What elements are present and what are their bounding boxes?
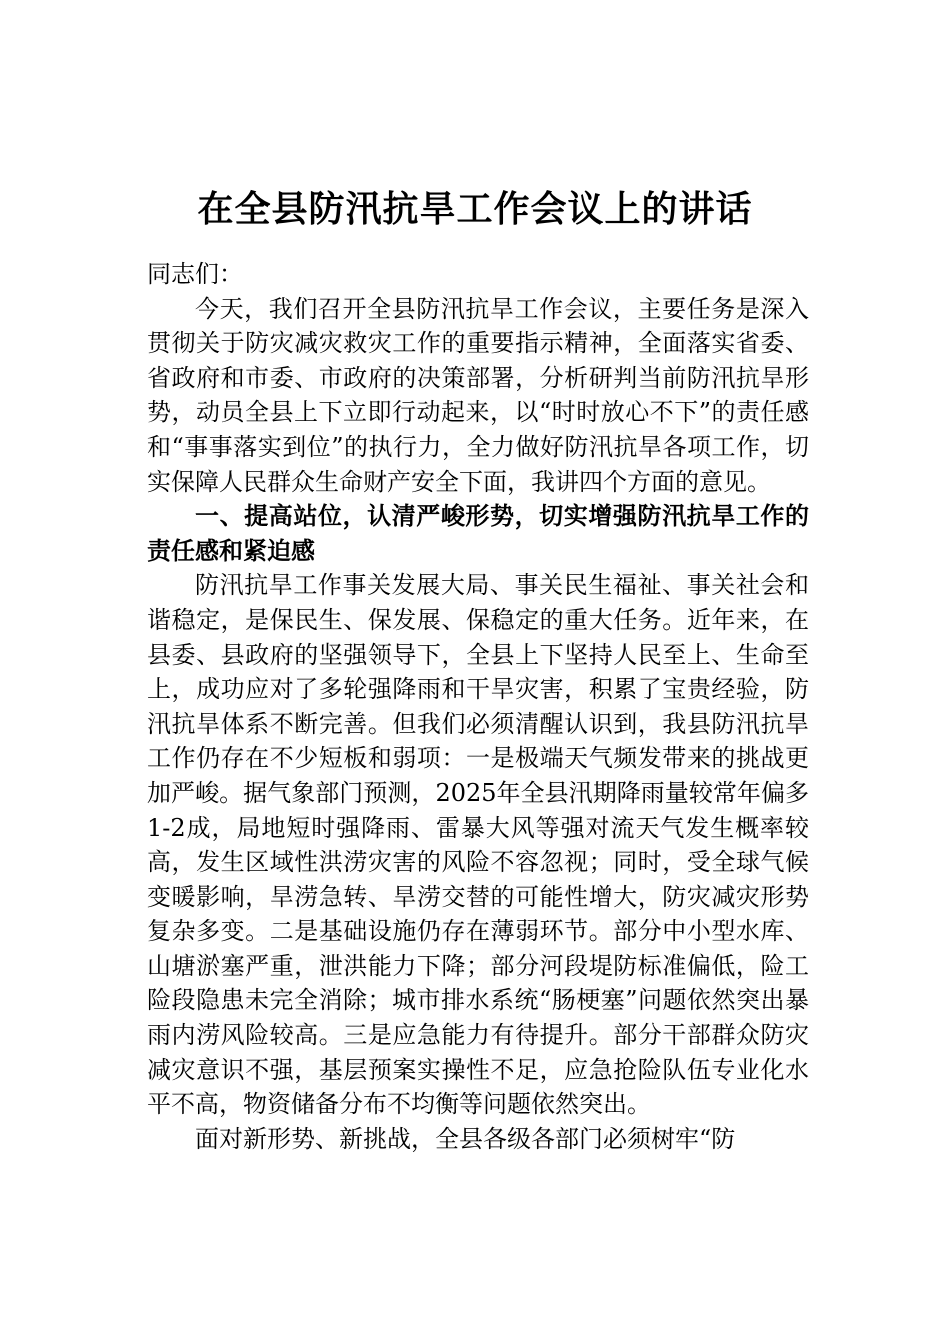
paragraph-intro: 今天，我们召开全县防汛抗旱工作会议，主要任务是深入贯彻关于防灾减灾救灾工作的重要指示精神，全面落实省委、省政府和市委、市政府的决策部署，分析研判当前防汛抗旱形势，动员全县上下立即行动起来，以“时时放心不下”的责任感和“事事落实到位”的执行力，全力做好防汛抗旱各项工作，切实保障人民群众生命财产安全下面，我讲四个方面的意见。: [147, 294, 809, 496]
section-heading-1: 一、提高站位，认清严峻形势，切实增强防汛抗旱工作的责任感和紧迫感: [147, 502, 809, 565]
document-body: [147, 257, 809, 1156]
paragraph-challenge: 面对新形势、新挑战，全县各级各部门必须树牢“防: [195, 1124, 736, 1153]
salutation: 同志们：: [147, 260, 243, 288]
paragraph-situation: 防汛抗旱工作事关发展大局、事关民生福祉、事关社会和谐稳定，是保民生、保发展、保稳定的重大任务。近年来，在县委、县政府的坚强领导下，全县上下坚持人民至上、生命至上，成功应对了多轮强降雨和干旱灾害，积累了宝贵经验，防汛抗旱体系不断完善。但我们必须清醒认识到，我县防汛抗旱工作仍存在不少短板和弱项：一是极端天气频发带来的挑战更加严峻。据气象部门预测，2025年全县汛期降雨量较常年偏多1-2成，局地短时强降雨、雷暴大风等强对流天气发生概率较高，发生区域性洪涝灾害的风险不容忽视；同时，受全球气候变暖影响，旱涝急转、旱涝交替的可能性增大，防灾减灾形势复杂多变。二是基础设施仍存在薄弱环节。部分中小型水库、山塘淤塞严重，泄洪能力下降；部分河段堤防标准偏低，险工险段隐患未完全消除；城市排水系统“肠梗塞”问题依然突出暴雨内涝风险较高。三是应急能力有待提升。部分干部群众防灾减灾意识不强，基层预案实操性不足，应急抢险队伍专业化水平不高，物资储备分布不均衡等问题依然突出。: [147, 571, 809, 1119]
document-title: 在全县防汛抗旱工作会议上的讲话: [197, 188, 753, 231]
